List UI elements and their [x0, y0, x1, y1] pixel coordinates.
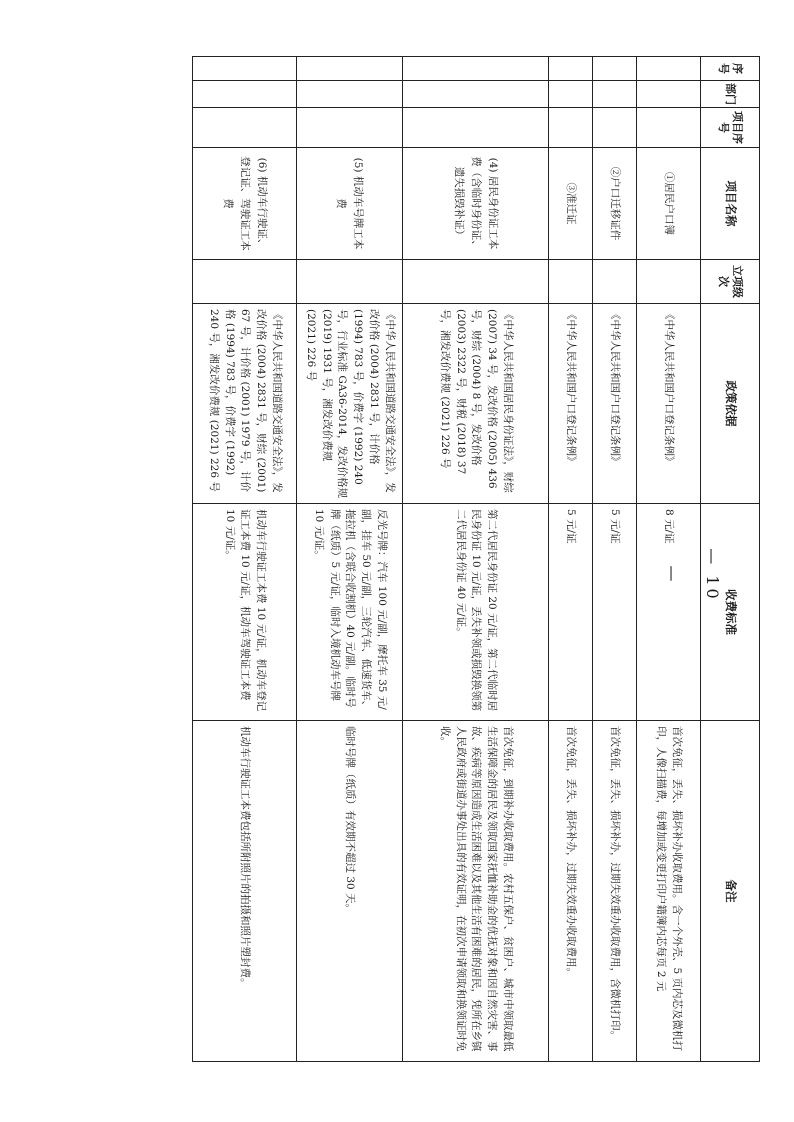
item-name: (4) 居民身份证工本费（含临时身份证、遗失损毁补证）: [403, 148, 549, 260]
table-row: [637, 57, 701, 1062]
header-seq: 序号: [701, 57, 760, 81]
item-name: ②户口迁移证件: [593, 148, 637, 260]
fee-table: [192, 56, 760, 1062]
policy-basis: 《中华人民共和国道路交通安全法》，发改价格 (2004) 2831 号，计价格 (1994) 783 号，价费字 (1992) 240 号，行业标准 GA36-2014，发改价格规 (2019) 1931 号，湘发改价费规 (2021) 226 号: [297, 304, 403, 504]
policy-basis: 《中华人民共和国居民身份证法》，财综 (2007) 34 号，发改价格 (2005) 436 号，财综 (2004) 8 号，发改价格 (2003) 2322 号，财税 (2018) 37 号，湘发改价费规 (2021) 226 号: [403, 304, 549, 504]
table-row: [593, 57, 637, 1062]
header-level: 立项级次: [701, 260, 760, 304]
header-remark: 备注: [701, 721, 760, 1062]
header-policy: 政策依据: [701, 304, 760, 504]
fee-standard: 反光号牌：汽车 100 元/副，摩托车 35 元/副，挂车 50 元/副，三轮汽车、低速货车、拖拉机（含联合收割机）40 元/副。临时号牌（纸质）5 元/证，临时入境机动车号牌 10 元/证。: [297, 504, 403, 721]
fee-standard: 8 元/证: [637, 504, 701, 721]
remark: 机动车行驶证工本费包括所附照片的拍摄和照片塑封费。: [193, 721, 297, 1062]
table-row: [549, 57, 593, 1062]
remark: 首次免征，丢失、损坏补办，过期失效重办收取费用，含微机打印。: [593, 721, 637, 1062]
policy-basis: 《中华人民共和国道路交通安全法》，发改价格 (2004) 2831 号，财综 (2001) 67 号，计价格 (2001) 1979 号，计价格 (1994) 783 号，价费字 (1992) 240 号，湘发改价费规 (2021) 226 号: [193, 304, 297, 504]
policy-basis: 《中华人民共和国户口登记条例》: [549, 304, 593, 504]
remark: 首次免征，到期补办收取费用。农村五保户、贫困户、城市中领取最低生活保障金的居民及领取国家抚恤补助金的优抚对象和因自然灾害、事故、疾病等原因造成生活困难以及其他生活有困难的居民，凭所在乡镇人民政府或街道办事处出具的有效证明，在初次申请领取和换领证时免收。: [403, 721, 549, 1062]
fee-standard: 第二代居民身份证 20 元/证，第二代临时居民身份证 10 元/证，丢失补领或损毁换领第二代居民身份证 40 元/证。: [403, 504, 549, 721]
policy-basis: 《中华人民共和国户口登记条例》: [593, 304, 637, 504]
header-standard: 收费标准: [701, 504, 760, 721]
header-item-name: 项目名称: [701, 148, 760, 260]
item-name: ③准迁证: [549, 148, 593, 260]
policy-basis: 《中华人民共和国户口登记条例》: [637, 304, 701, 504]
header-item-seq: 项目序号: [701, 108, 760, 148]
remark: 首次免征，丢失、损坏补办，过期失效重办收取费用。: [549, 721, 593, 1062]
rotated-table-frame: [120, 56, 760, 1061]
fee-standard: 5 元/证: [593, 504, 637, 721]
table-row: [193, 57, 297, 1062]
fee-standard: 机动车行驶证工本费 10 元/证，机动车登记证工本费 10 元/证，机动车驾驶证工本费 10 元/证。: [193, 504, 297, 721]
page-number: — 10 —: [663, 548, 722, 602]
item-name: (5) 机动车号牌工本费: [297, 148, 403, 260]
item-name: ①居民户口簿: [637, 148, 701, 260]
item-name: (6) 机动车行驶证、登记证、驾驶证工本费: [193, 148, 297, 260]
remark: 临时号牌（纸质）有效期不超过 30 天。: [297, 721, 403, 1062]
fee-standard: 5 元/证: [549, 504, 593, 721]
header-dept: 部门: [701, 81, 760, 108]
remark: 首次免征，丢失、损坏补办收取费用。含一个外壳、5 页内芯及微机打印，人像扫描费，每增加或变更打印户籍簿内芯每页 2 元: [637, 721, 701, 1062]
table-row: [403, 57, 549, 1062]
table-row: [297, 57, 403, 1062]
